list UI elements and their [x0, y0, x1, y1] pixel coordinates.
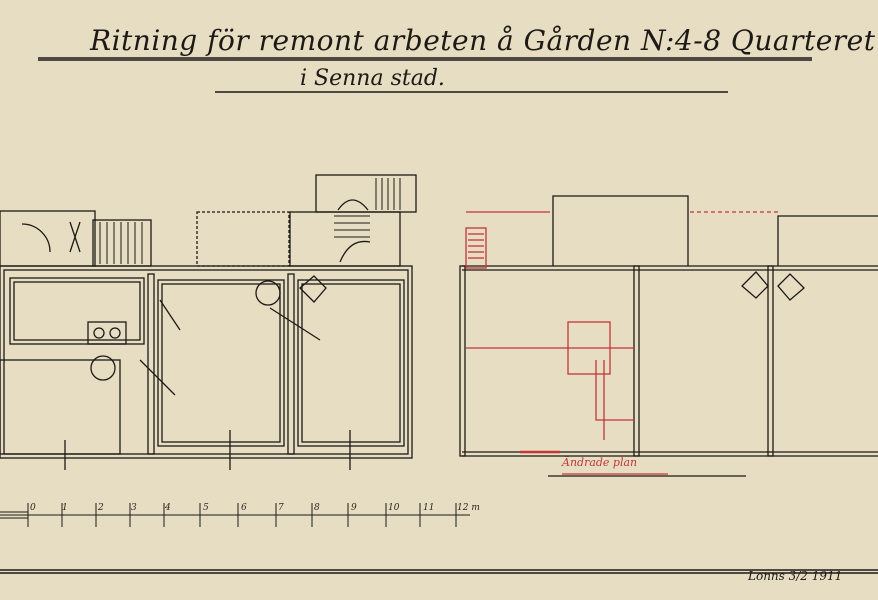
scale-label-1: 1 [62, 503, 68, 513]
proposed-floor-plan [460, 196, 878, 476]
scale-label-0: 0 [30, 503, 36, 513]
scale-bar [0, 503, 470, 527]
signature: Lonns 3/2 1911 [748, 569, 843, 583]
scale-label-12: 12 m [457, 503, 480, 513]
scale-label-11: 11 [423, 503, 435, 513]
scale-label-7: 7 [278, 503, 284, 513]
scale-label-6: 6 [241, 503, 247, 513]
sheet-border [0, 570, 878, 573]
title-underlines [38, 58, 812, 92]
drawing-title: Ritning för remont arbeten å Gården N:4-8 Quarteret [90, 24, 876, 57]
scale-label-10: 10 [388, 503, 400, 513]
existing-floor-plan [0, 175, 416, 470]
scale-label-4: 4 [165, 503, 171, 513]
scale-label-8: 8 [314, 503, 320, 513]
scale-label-2: 2 [98, 503, 104, 513]
scale-label-9: 9 [351, 503, 357, 513]
scale-label-5: 5 [203, 503, 209, 513]
red-plan-label: Ändrade plan [562, 456, 638, 469]
drawing-subtitle: i Senna stad. [300, 66, 445, 91]
scale-label-3: 3 [131, 503, 137, 513]
